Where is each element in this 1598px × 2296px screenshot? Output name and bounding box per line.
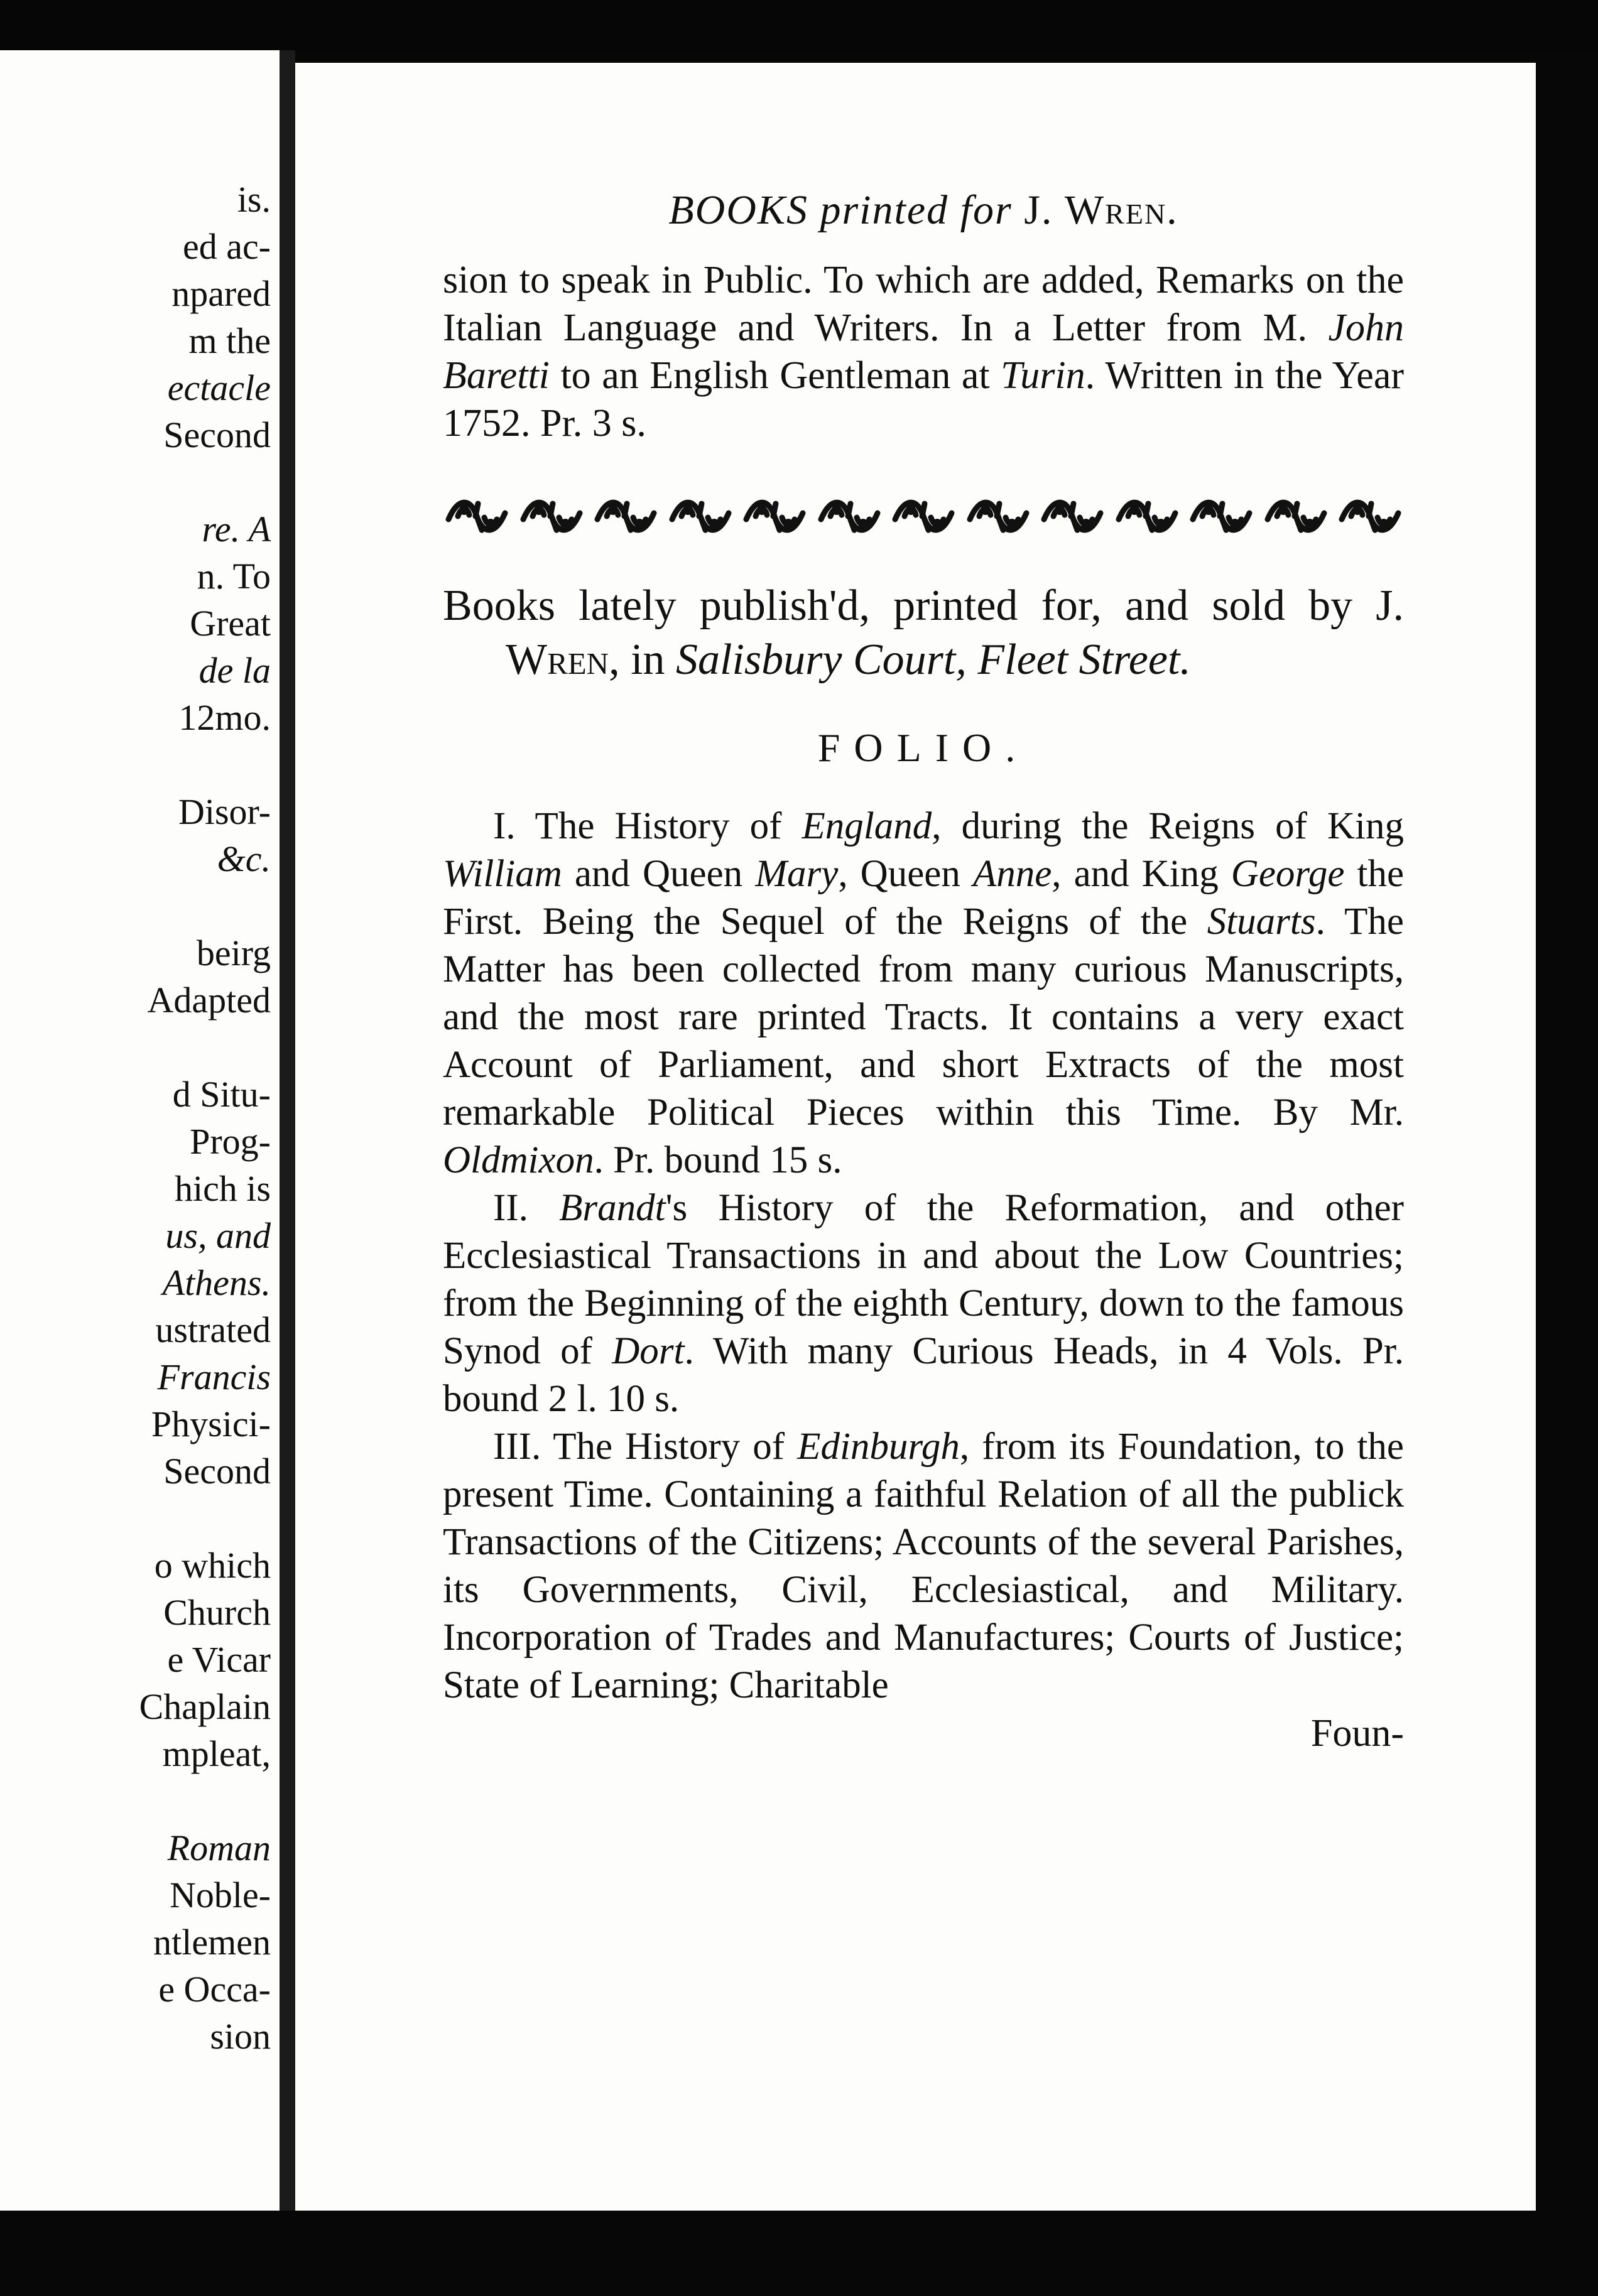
entry-3-italic: Edinburgh [797,1426,960,1468]
left-page-line: e Vicar [167,1639,271,1680]
entry-1-italic: Anne [972,853,1052,895]
ornament-flourish-icon [592,491,660,541]
section-title: FOLIO. [817,725,1030,770]
left-page-line: Noble- [169,1875,271,1915]
left-page-line: hich is [174,1168,271,1209]
continuation-text-1: sion to speak in Public. To which are added, Remarks on the Italian Language and Writers. In a Letter from M. [443,259,1404,349]
left-page-line: Francis [157,1356,271,1397]
catchword: Foun- [1310,1712,1404,1755]
left-page-line: sion [210,2016,271,2057]
left-page-line: n. To [197,556,271,597]
book-gutter [280,50,295,2211]
left-page-line: mpleat, [162,1733,271,1774]
left-page-line: ustrated [155,1309,271,1350]
ornament-flourish-icon [889,491,957,541]
ornament-flourish-icon [1336,491,1404,541]
left-page-line: npared [171,273,271,314]
entry-1-italic: Mary [755,853,839,895]
announcement-wren: Wren [506,636,609,684]
text-column [443,182,1404,1757]
line-gap [7,458,271,506]
left-page-line: Roman [167,1828,271,1868]
ornament-flourish-icon [964,491,1032,541]
left-page-line: o which [154,1545,271,1586]
left-page-line: Chaplain [139,1686,271,1727]
continuation-paragraph [443,256,1404,447]
entry-3-text: III. The History of [493,1426,798,1468]
left-page-line: Physici- [151,1404,271,1444]
left-page-line: beirg [196,933,271,973]
ornament-flourish-icon [741,491,808,541]
ornament-flourish-icon [1187,491,1255,541]
left-page-line: ed ac- [182,226,271,267]
entry-1-text: I. The History of [493,805,802,847]
entry-3-text: , from its Foundation, to the present Time. Containing a faithful Relation of all the publick Transactions of the Citizens; Accounts of the several Parishes, its Governments, Civil, Ecclesiastical, and Military. Incorporation of Trades and Manufactures; Courts of Justice; State of Learning; Charitable [443,1426,1404,1706]
ornament-flourish-icon [518,491,585,541]
left-page-line: us, and [165,1215,271,1256]
left-page-line: 12mo. [178,697,271,738]
line-gap [7,1777,271,1824]
ornament-flourish-icon [443,491,511,541]
entry-1-text: , and King [1052,853,1231,895]
left-page-line: Disor- [178,791,271,832]
entry-2-text: . With many Curious Heads, in 4 Vols. Pr. bound 2 l. 10 s. [443,1330,1405,1420]
entry-1-text: , during the Reigns of King [932,805,1404,847]
ornament-flourish-icon [1113,491,1181,541]
line-gap [7,1024,271,1071]
line-gap [7,882,271,929]
left-page-line: d Situ- [172,1074,271,1115]
announcement [443,579,1404,687]
entry-1-italic: Oldmixon [443,1139,594,1181]
announcement-text-1: Books lately publish'd, printed for, and sold by J. [443,582,1404,630]
header-wren: Wren. [1064,187,1178,233]
continuation-place: Turin [1001,354,1085,397]
entry-1-italic: England [802,805,932,847]
scan-top-border [0,0,1598,50]
continuation-text-3: . Written in the Year 1752. Pr. 3 s. [443,354,1404,445]
entry-2-text: II. [493,1187,560,1229]
entry-1-text: . The Matter has been collected from many curious Manuscripts, and the most rare printed Tracts. It contains a very exact Account of Parliament, and short Extracts of the most remarkable Political Pieces within this Time. By Mr. [443,901,1405,1134]
left-page-line: is. [237,179,271,220]
left-page-line: &c. [217,838,271,879]
announcement-text-2: , in [609,636,677,684]
entry-2-text: 's History of the Reformation, and other Ecclesiastical Transactions in and about the Low Countries; from the Beginning of the eighth Century, down to the famous Synod of [443,1187,1404,1372]
entry-1-italic: William [443,853,562,895]
entry-2-italic: Dort [612,1330,685,1372]
entry-1-italic: George [1231,853,1345,895]
left-page-line: m the [188,320,271,361]
entry-3 [443,1423,1404,1709]
header-books: BOOKS [668,187,808,233]
left-page-line: Prog- [190,1121,271,1162]
left-page-fragment [0,50,281,2211]
header-printed-for: printed for [820,187,1013,233]
entry-2 [443,1184,1404,1423]
continuation-text-2: to an English Gentleman at [549,354,1001,397]
line-gap [7,1495,271,1542]
left-page-line: de la [198,650,271,691]
floral-border-ornament [443,485,1404,548]
left-page-text [7,176,271,2060]
ornament-flourish-icon [1262,491,1330,541]
left-page-line: e Occa- [158,1969,271,2010]
running-header [443,182,1404,239]
continuation-name: John Baretti [443,306,1404,397]
left-page-line: ntlemen [153,1922,271,1963]
entry-1-text: the First. Being the Sequel of the Reigns of the [443,853,1405,943]
left-page-line: Great [190,603,271,644]
entry-1-text: and Queen [562,853,756,895]
ornament-flourish-icon [666,491,734,541]
right-page [295,63,1536,2211]
left-page-line: Church [163,1592,271,1633]
ornament-flourish-icon [1038,491,1106,541]
announcement-place: Salisbury Court, Fleet Street. [676,636,1191,684]
left-page-line: Second [163,1451,271,1492]
left-page-line: Adapted [147,980,271,1021]
line-gap [7,741,271,788]
left-page-line: ectacle [167,367,271,408]
header-initial: J. [1024,187,1053,233]
ornament-flourish-icon [815,491,883,541]
entry-1 [443,803,1404,1184]
left-page-line: Athens. [162,1262,271,1303]
entry-1-italic: Stuarts [1207,901,1316,943]
left-page-line: Second [163,414,271,455]
entry-1-text: , Queen [838,853,973,895]
entry-1-text: . Pr. bound 15 s. [594,1139,842,1181]
entry-2-italic: Brandt [559,1187,666,1229]
left-page-line: re. A [202,509,271,550]
